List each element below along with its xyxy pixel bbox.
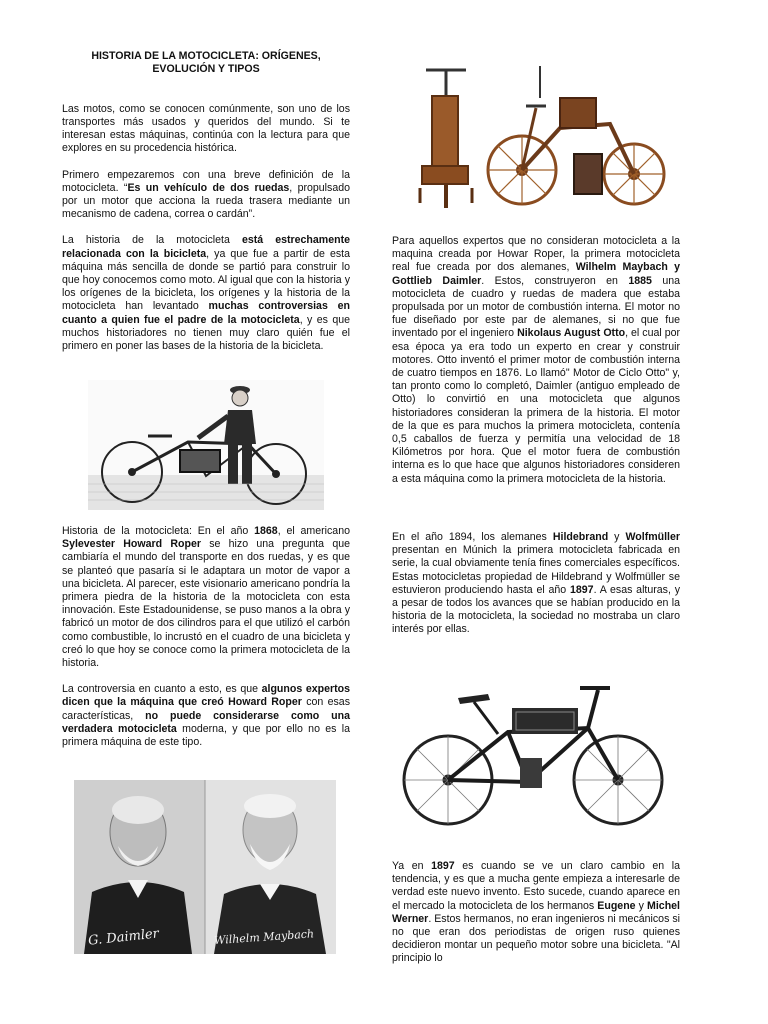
paragraph-daimler-maybach: [392, 235, 680, 486]
text-run: Historia de la motocicleta: En el año: [62, 525, 255, 537]
signature-maybach: Wilhelm Maybach: [213, 927, 315, 948]
bold-text-run: 1885: [628, 274, 652, 287]
text-run: y: [608, 531, 626, 543]
bold-text-run: Nikolaus August Otto: [517, 327, 626, 340]
text-run: y: [635, 899, 648, 912]
bold-text-run: Wilhelm Maybach y Gottlieb Daimler: [392, 261, 680, 287]
left-column: [62, 50, 350, 353]
bold-text-run: Hildebrand: [552, 531, 609, 543]
daimler-reitwagen-image: [410, 58, 680, 220]
bold-text-run: Sylevester Howard Roper: [62, 538, 201, 551]
text-run: con esas características,: [62, 696, 350, 722]
signature-daimler: G. Daimler: [87, 926, 160, 949]
left-column-lower: [62, 525, 350, 749]
text-run: . Estos hermanos, no eran ingenieros ni mecánicos si no que eran dos periodistas de origen ruso quienes decidieron montar un pequeño motor sobre una bicicleta. "Al principio lo: [392, 912, 680, 965]
paragraph-werner-brothers: [392, 860, 680, 966]
bold-text-run: Eugene: [597, 899, 636, 912]
paragraph-controversy: [62, 683, 350, 749]
text-run: , y es que muchos historiadores no tienen muy claro quién fue el primero en poner las bases de la historia de la bicicleta.: [62, 313, 351, 353]
bold-text-run: Es un vehículo de dos ruedas: [127, 181, 290, 194]
bold-text-run: 1897: [570, 583, 594, 596]
text-run: es cuando se ve un claro cambio en la tendencia, y es que a mucha gente empieza a interesarle de verdad este nuevo invento. Esto sucede, cuando aparece en el mercado la motocicleta de los hermanos: [392, 860, 680, 912]
paragraph-hildebrand-wolfmuller: [392, 531, 680, 637]
document-title: HISTORIA DE LA MOTOCICLETA: ORÍGENES, EVOLUCIÓN Y TIPOS: [91, 50, 321, 76]
right-column-mid: [392, 531, 680, 637]
paragraph-definition: [62, 169, 350, 222]
bold-text-run: 1897: [431, 860, 455, 872]
bold-text-run: Wolfmüller: [625, 531, 681, 543]
paragraph-roper-1868: [62, 525, 350, 670]
bold-text-run: muchas controversias en cuanto a quien fue el padre de la motocicleta: [62, 300, 350, 326]
bold-text-run: Michel Werner: [392, 899, 680, 925]
text-run: , el americano: [277, 525, 350, 537]
bold-text-run: no puede considerarse como una verdadera motocicleta: [62, 709, 350, 735]
text-run: La historia de la motocicleta: [62, 234, 242, 247]
right-column: [392, 235, 680, 486]
bold-text-run: algunos expertos dicen que la máquina que creó Howard Roper: [62, 683, 350, 709]
text-run: . A esas alturas, y a pesar de todos los avances que se habían producido en la historia de la motocicleta, la sociedad no mostraba un claro interés por ellas.: [392, 583, 681, 636]
paragraph-bicycle-relation: [62, 234, 350, 353]
paragraph-intro: [62, 103, 350, 156]
text-run: , el cual por esa época ya era todo un experto en crear y construir motores. Otto inventó el primer motor de combustión interna de cuatro tiempos en 1876. Lo llamó" Motor de Ciclo Otto" y, tan pronto como lo completó, Daimler (antiguo empleado de Otto) lo convirtió en una motocicleta que algunos historiadores consideran la primera de la historia. El motor de la que es para muchos la primera motocicleta, contenía 0,5 caballos de fuerza y permitía una velocidad de 18 Kilómetros por hora. Que el motor fuera de combustión interna es lo que hace que algunos historiadores consideren a esta máquina como la primera motocicleta de la historia.: [392, 327, 681, 485]
text-run: . Estos, construyeron en: [481, 274, 629, 287]
daimler-maybach-portraits-image: [74, 780, 336, 954]
text-run: Las motos, como se conocen comúnmente, son uno de los transportes más usados y queridos del mundo. Si te interesan estas máquinas, continúa con la lectura para que explores en su procedencia histórica.: [62, 102, 350, 155]
text-run: Ya en: [392, 860, 432, 872]
text-run: presentan en Múnich la primera motocicleta fabricada en serie, la cual obviamente tenía fines comerciales específicos. Estas motocicletas propiedad de Hildebrand y Wolfmüller se estuvieron produciendo hasta el año: [392, 544, 680, 596]
text-run: Para aquellos expertos que no consideran motocicleta a la maquina creada por Howar Roper, la primera motocicleta real fue creada por dos alemanes,: [392, 235, 680, 274]
bold-text-run: está estrechamente relacionada con la bicicleta: [62, 234, 350, 260]
roper-steam-bicycle-image: [88, 380, 324, 510]
werner-motorcycle-image: [398, 672, 670, 834]
text-run: , ya que fue a partir de esta máquina más sencilla de donde se partió para construir lo que hoy conocemos como moto. Al igual que con la historia y los orígenes de la bicicleta, los orígenes y la historia de la motocicleta han levantado: [62, 247, 350, 313]
right-column-lower: [392, 860, 680, 966]
text-run: , propulsado por un motor que acciona la rueda trasera mediante un mecanismo de cadena, correa o cardán”.: [62, 181, 351, 221]
text-run: se hizo una pregunta que cambiaría el mundo del transporte en dos ruedas, y es que se planteó que pasaría si le adaptara un motor de vapor a una bicicleta. Al parecer, este visionario americano pondría la primera piedra de la historia de la motocicleta con esta innovación. Este Estadounidense, se puso manos a la obra y fabricó un motor de dos cilindros para el que utilizó el carbón como combustible, lo incrustó en el cuadro de una bicicleta y creó lo que hoy se conoce como la primera motocicleta de la historia.: [62, 538, 350, 670]
bold-text-run: 1868: [254, 525, 278, 537]
text-run: En el año 1894, los alemanes: [392, 531, 553, 543]
text-run: una motocicleta de cuadro y ruedas de madera que estaba propulsada por un motor de combustión interna. El motor no fue diseñado por este par de alemanes, si no que fue inventado por el ingeniero: [392, 274, 681, 340]
text-run: Primero empezaremos con una breve definición de la motocicleta. “: [62, 168, 350, 194]
text-run: moderna, y que por ello no es la primera máquina de este tipo.: [62, 722, 350, 749]
text-run: La controversia en cuanto a esto, es que: [62, 683, 262, 696]
